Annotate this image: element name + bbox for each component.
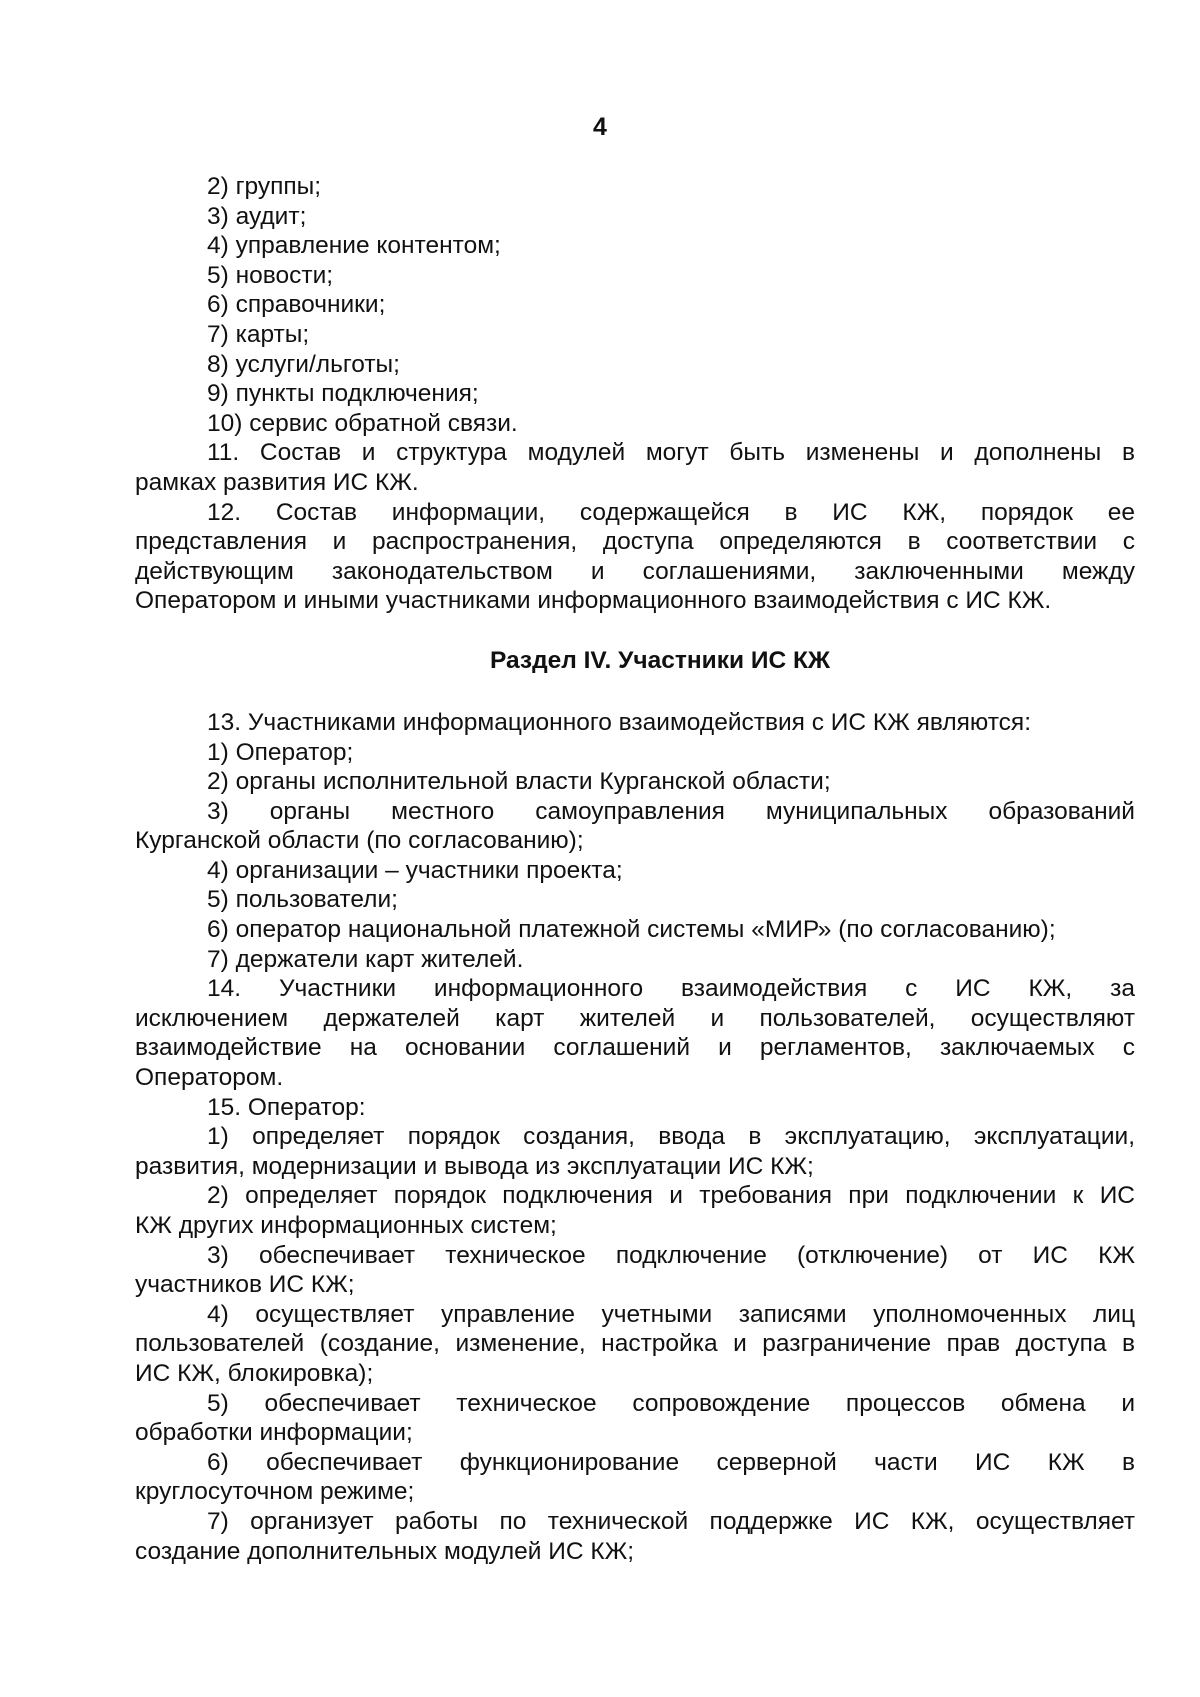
list-item: 8) услуги/льготы;: [207, 350, 400, 378]
paragraph-12-line: Оператором и иными участниками информационного взаимодействия с ИС КЖ.: [135, 587, 1052, 615]
list-item: 7) держатели карт жителей.: [207, 945, 524, 973]
list-item-continuation: развития, модернизации и вывода из эксплуатации ИС КЖ;: [135, 1152, 814, 1180]
list-item-continuation: Курганской области (по согласованию);: [135, 827, 584, 855]
list-item: 2) определяет порядок подключения и требования при подключении к ИС: [207, 1182, 1135, 1210]
list-item: 6) оператор национальной платежной системы «МИР» (по согласованию);: [207, 916, 1056, 944]
paragraph-12-line: представления и распространения, доступа определяются в соответствии с: [135, 528, 1135, 556]
spacer: [135, 616, 1135, 644]
spacer: [135, 678, 1135, 708]
paragraph-14-line: исключением держателей карт жителей и пользователей, осуществляют: [135, 1004, 1135, 1032]
section-title: Раздел IV. Участники ИС КЖ: [489, 646, 831, 674]
paragraph-12-line: 12. Состав информации, содержащейся в ИС КЖ, порядок ее: [207, 498, 1135, 526]
list-item-continuation: КЖ других информационных систем;: [135, 1212, 557, 1239]
list-item: 9) пункты подключения;: [207, 380, 479, 408]
list-item-continuation: обработки информации;: [135, 1419, 413, 1447]
list-item-continuation: участников ИС КЖ;: [135, 1271, 355, 1299]
list-item: 10) сервис обратной связи.: [207, 409, 518, 437]
list-item: 4) осуществляет управление учетными записями уполномоченных лиц: [207, 1300, 1135, 1328]
list-item: 5) обеспечивает техническое сопровождение процессов обмена и: [207, 1389, 1135, 1417]
paragraph-12-line: действующим законодательством и соглашениями, заключенными между: [135, 557, 1135, 585]
list-item: 1) Оператор;: [207, 738, 354, 766]
paragraph-11-line: 11. Состав и структура модулей могут быть изменены и дополнены в: [207, 439, 1135, 467]
paragraph-15-intro: 15. Оператор:: [207, 1093, 366, 1121]
paragraph-13-intro: 13. Участниками информационного взаимодействия с ИС КЖ являются:: [207, 708, 1032, 736]
list-item: 5) новости;: [207, 261, 334, 289]
list-item-continuation: круглосуточном режиме;: [135, 1478, 415, 1506]
list-item: 1) определяет порядок создания, ввода в эксплуатацию, эксплуатации,: [207, 1123, 1135, 1151]
list-item: 6) справочники;: [207, 291, 386, 319]
list-item: 2) группы;: [207, 173, 322, 200]
list-item: 3) аудит;: [207, 202, 307, 230]
list-item: 4) управление контентом;: [207, 232, 501, 260]
list-item: 7) организует работы по технической поддержке ИС КЖ, осуществляет: [207, 1507, 1135, 1535]
list-item-continuation: пользователей (создание, изменение, настройка и разграничение прав доступа в: [135, 1330, 1135, 1358]
paragraph-11-line: рамках развития ИС КЖ.: [135, 468, 419, 496]
paragraph-14-line: взаимодействие на основании соглашений и регламентов, заключаемых с: [135, 1034, 1135, 1062]
paragraph-14-line: Оператором.: [135, 1064, 284, 1092]
document-body: [135, 172, 1135, 1566]
page-number: 4: [593, 113, 607, 141]
list-item: 5) пользователи;: [207, 886, 398, 914]
list-item-continuation: создание дополнительных модулей ИС КЖ;: [135, 1537, 635, 1565]
paragraph-14-line: 14. Участники информационного взаимодействия с ИС КЖ, за: [207, 975, 1135, 1003]
list-item: 4) организации – участники проекта;: [207, 856, 623, 884]
list-item: 3) обеспечивает техническое подключение (отключение) от ИС КЖ: [207, 1241, 1135, 1269]
list-item: 2) органы исполнительной власти Курганской области;: [207, 768, 831, 796]
list-item: 6) обеспечивает функционирование серверной части ИС КЖ в: [207, 1448, 1135, 1476]
list-item-continuation: ИС КЖ, блокировка);: [135, 1359, 374, 1387]
list-item: 7) карты;: [207, 320, 310, 348]
list-item: 3) органы местного самоуправления муниципальных образований: [207, 797, 1135, 825]
